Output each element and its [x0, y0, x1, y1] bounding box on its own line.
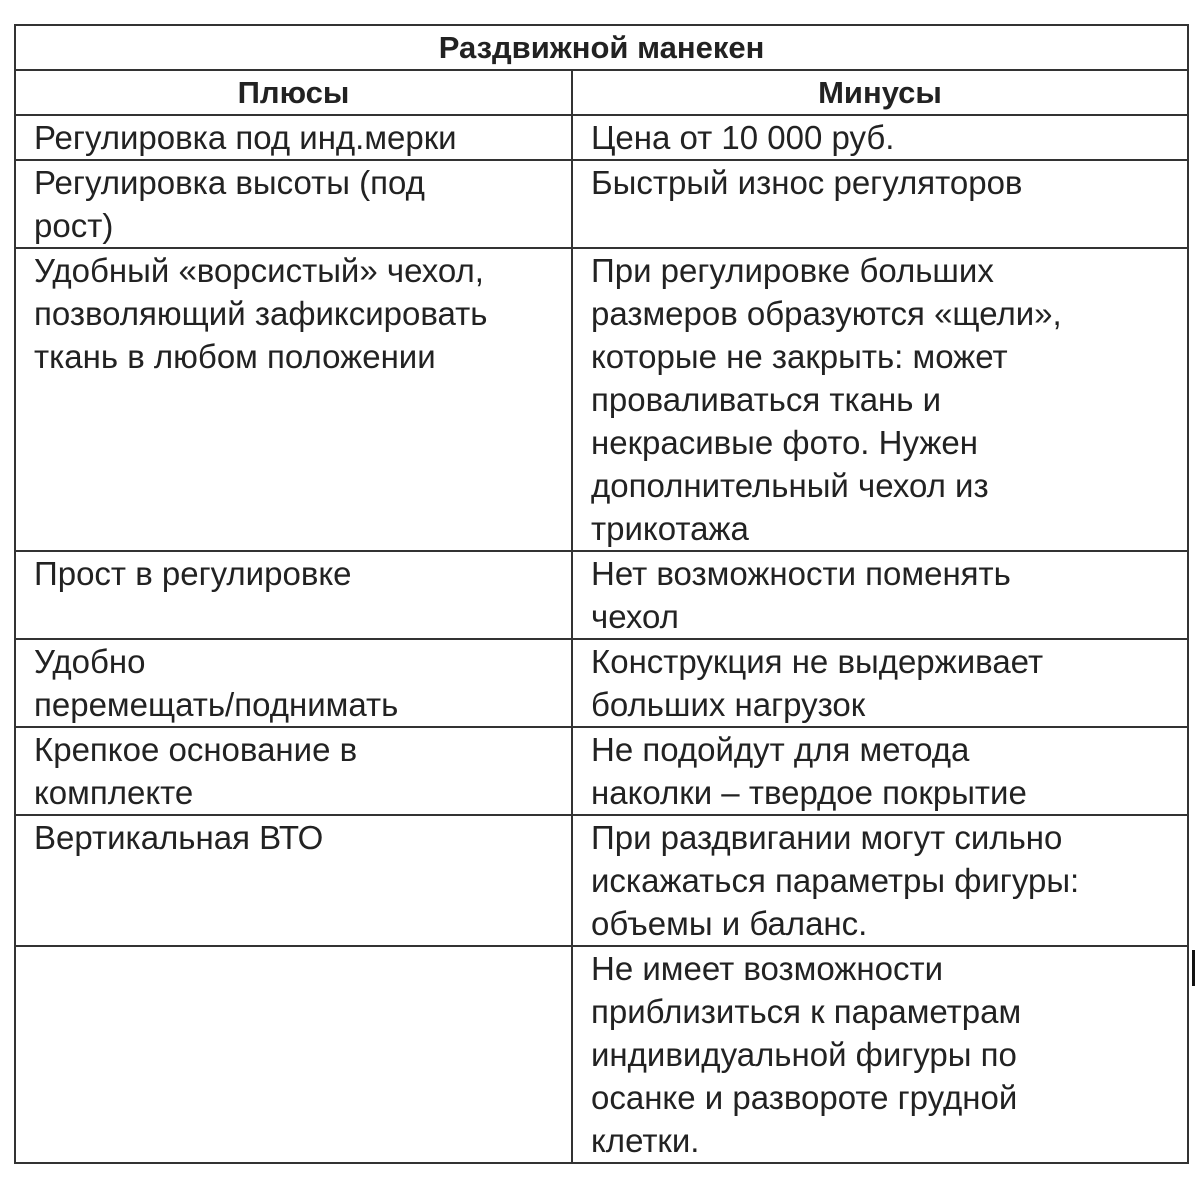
- header-plus: Плюсы: [15, 70, 572, 115]
- minus-cell: Не подойдут для метода наколки – твердое покрытие: [572, 727, 1188, 815]
- table-row: [15, 727, 1188, 815]
- minus-cell: Быстрый износ регуляторов: [572, 160, 1188, 248]
- minus-cell: Нет возможности поменять чехол: [572, 551, 1188, 639]
- header-minus: Минусы: [572, 70, 1188, 115]
- plus-cell: [15, 946, 572, 1163]
- table-row: [15, 551, 1188, 639]
- table-row: [15, 639, 1188, 727]
- minus-cell: Не имеет возможности приблизиться к параметрам индивидуальной фигуры по осанке и развороте грудной клетки.: [572, 946, 1188, 1163]
- minus-cell: Конструкция не выдерживает больших нагрузок: [572, 639, 1188, 727]
- plus-cell: Удобный «ворсистый» чехол, позволяющий зафиксировать ткань в любом положении: [15, 248, 572, 551]
- plus-cell: Вертикальная ВТО: [15, 815, 572, 946]
- plus-cell: Удобно перемещать/поднимать: [15, 639, 572, 727]
- text-cursor-icon: [1192, 950, 1195, 986]
- table-row: [15, 946, 1188, 1163]
- table-row: [15, 160, 1188, 248]
- minus-cell: Цена от 10 000 руб.: [572, 115, 1188, 160]
- table-title: Раздвижной манекен: [15, 25, 1188, 70]
- table-row: [15, 248, 1188, 551]
- table-row: [15, 115, 1188, 160]
- plus-cell: Регулировка под инд.мерки: [15, 115, 572, 160]
- comparison-table: [14, 24, 1189, 1164]
- minus-cell: При регулировке больших размеров образуются «щели», которые не закрыть: может проваливаться ткань и некрасивые фото. Нужен дополнительный чехол из трикотажа: [572, 248, 1188, 551]
- plus-cell: Прост в регулировке: [15, 551, 572, 639]
- minus-cell: При раздвигании могут сильно искажаться параметры фигуры: объемы и баланс.: [572, 815, 1188, 946]
- plus-cell: Регулировка высоты (под рост): [15, 160, 572, 248]
- table-row: [15, 815, 1188, 946]
- plus-cell: Крепкое основание в комплекте: [15, 727, 572, 815]
